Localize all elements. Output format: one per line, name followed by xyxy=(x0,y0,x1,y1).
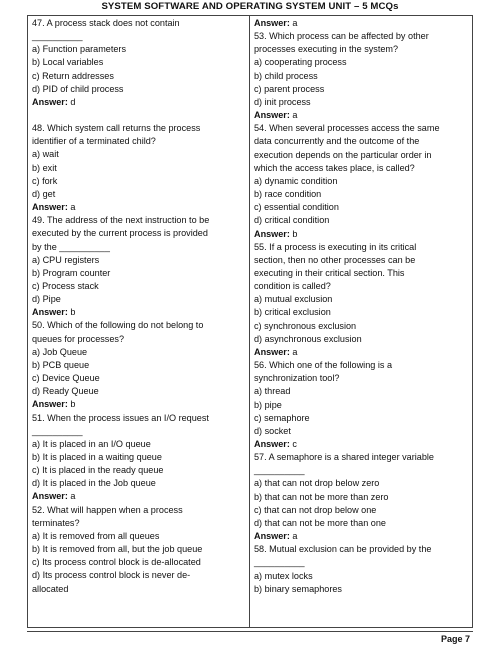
q55-option-a: a) mutual exclusion xyxy=(254,294,333,305)
mcq-table xyxy=(27,15,473,628)
footer-divider xyxy=(27,631,473,632)
q52-option-c: c) Its process control block is de-allocated xyxy=(32,557,201,568)
q57-option-d: d) that can not be more than one xyxy=(254,517,386,528)
q48-option-c: c) fork xyxy=(32,175,58,186)
answer-value: a xyxy=(289,18,298,28)
q50-option-a: a) Job Queue xyxy=(32,346,88,357)
answer-value: b xyxy=(67,399,76,410)
q58-option-a: a) mutex locks xyxy=(254,570,313,581)
q57-option-c: c) that can not drop below one xyxy=(254,504,377,515)
answer-value: a xyxy=(289,110,298,121)
q57-option-b: b) that can not be more than zero xyxy=(254,491,389,502)
question-51-blank: __________ xyxy=(32,425,83,436)
question-58: 58. Mutual exclusion can be provided by the xyxy=(254,544,432,555)
question-48-line2: identifier of a terminated child? xyxy=(32,136,156,147)
q54-option-a: a) dynamic condition xyxy=(254,175,338,186)
q53-option-b: b) child process xyxy=(254,70,318,81)
answer-label: Answer: xyxy=(254,531,290,542)
q47-answer xyxy=(32,96,245,109)
q56-option-b: b) pipe xyxy=(254,399,282,410)
q52-option-b: b) It is removed from all, but the job queue xyxy=(32,544,203,555)
answer-label: Answer: xyxy=(254,228,290,239)
question-54-line1: 54. When several processes access the same xyxy=(254,123,440,134)
question-52-line2: terminates? xyxy=(32,517,80,528)
page-number: Page 7 xyxy=(440,634,470,644)
question-56-line2: synchronization tool? xyxy=(254,373,340,384)
q56-answer xyxy=(254,438,468,451)
q56-option-a: a) thread xyxy=(254,386,291,397)
answer-value: a xyxy=(67,491,76,502)
q51-option-b: b) It is placed in a waiting queue xyxy=(32,452,162,462)
q48-option-a: a) wait xyxy=(32,149,59,160)
q51-answer xyxy=(32,490,245,503)
question-52-line1: 52. What will happen when a process xyxy=(32,504,183,515)
answer-value: b xyxy=(67,307,76,318)
q47-option-d: d) PID of child process xyxy=(32,83,124,94)
question-56-line1: 56. Which one of the following is a xyxy=(254,360,393,371)
answer-label: Answer: xyxy=(32,399,68,410)
question-49-line2: executed by the current process is provided xyxy=(32,228,208,239)
question-55-line2: section, then no other processes can be xyxy=(254,254,416,265)
q56-option-c: c) semaphore xyxy=(254,412,310,423)
q55-answer xyxy=(254,346,468,359)
question-55-line1: 55. If a process is executing in its critical xyxy=(254,241,417,252)
question-54-line4: which the access takes place, is called? xyxy=(254,162,415,173)
question-57: 57. A semaphore is a shared integer variable xyxy=(254,452,434,463)
answer-value: d xyxy=(67,96,76,107)
question-55-line3: executing in their critical section. This xyxy=(254,267,405,278)
q49-option-c: c) Process stack xyxy=(32,280,99,291)
question-54-line3: execution depends on the particular order in xyxy=(254,149,432,160)
question-57-blank: __________ xyxy=(254,465,305,476)
q48-answer xyxy=(32,201,245,214)
question-49-line3: by the __________ xyxy=(32,241,110,252)
right-column xyxy=(250,16,472,627)
question-48-line1: 48. Which system call returns the process xyxy=(32,123,201,134)
question-47-blank: __________ xyxy=(32,31,83,42)
q51-option-c: c) It is placed in the ready queue xyxy=(32,465,164,476)
q51-option-d: d) It is placed in the Job queue xyxy=(32,478,156,489)
left-column xyxy=(28,16,250,627)
q49-answer xyxy=(32,306,245,319)
answer-label: Answer: xyxy=(32,96,68,107)
answer-label: Answer: xyxy=(32,202,68,213)
answer-label: Answer: xyxy=(254,346,290,357)
question-55-line4: condition is called? xyxy=(254,281,331,292)
q50-option-b: b) PCB queue xyxy=(32,359,90,370)
q54-answer xyxy=(254,228,468,241)
q57-option-a: a) that can not drop below zero xyxy=(254,478,380,489)
q55-option-c: c) synchronous exclusion xyxy=(254,320,357,331)
q50-option-c: c) Device Queue xyxy=(32,373,100,384)
question-51: 51. When the process issues an I/O request xyxy=(32,412,209,423)
q52-option-d-line2: allocated xyxy=(32,583,69,594)
q55-option-d: d) asynchronous exclusion xyxy=(254,333,362,344)
question-58-blank: __________ xyxy=(254,557,305,568)
question-53-line1: 53. Which process can be affected by other xyxy=(254,31,429,42)
answer-label: Answer: xyxy=(254,110,290,121)
answer-label: Answer: xyxy=(254,18,290,28)
q47-option-a: a) Function parameters xyxy=(32,44,127,55)
answer-label: Answer: xyxy=(32,307,68,318)
q57-answer xyxy=(254,530,468,543)
q47-option-b: b) Local variables xyxy=(32,57,104,68)
q53-option-d: d) init process xyxy=(254,96,311,107)
q53-answer xyxy=(254,109,468,122)
q48-option-b: b) exit xyxy=(32,162,57,173)
q50-option-d: d) Ready Queue xyxy=(32,386,99,397)
q51-option-a: a) It is placed in an I/O queue xyxy=(32,438,151,449)
q54-option-d: d) critical condition xyxy=(254,215,330,226)
question-50-line2: queues for processes? xyxy=(32,333,125,344)
q54-option-c: c) essential condition xyxy=(254,202,339,213)
answer-value: a xyxy=(289,531,298,542)
q49-option-d: d) Pipe xyxy=(32,294,61,305)
question-47: 47. A process stack does not contain xyxy=(32,18,180,28)
q52-answer xyxy=(254,17,468,30)
q53-option-c: c) parent process xyxy=(254,83,325,94)
q55-option-b: b) critical exclusion xyxy=(254,307,331,318)
q53-option-a: a) cooperating process xyxy=(254,57,347,68)
question-53-line2: processes executing in the system? xyxy=(254,44,399,55)
answer-value: a xyxy=(67,202,76,213)
q49-option-a: a) CPU registers xyxy=(32,254,100,265)
q54-option-b: b) race condition xyxy=(254,189,322,200)
page-title: SYSTEM SOFTWARE AND OPERATING SYSTEM UNIT – 5 MCQs xyxy=(101,1,399,12)
q47-option-c: c) Return addresses xyxy=(32,70,114,81)
answer-value: b xyxy=(289,228,298,239)
answer-label: Answer: xyxy=(32,491,68,502)
answer-label: Answer: xyxy=(254,439,290,449)
q50-answer xyxy=(32,398,245,411)
answer-value: c xyxy=(289,439,297,449)
q48-option-d: d) get xyxy=(32,188,56,199)
q52-option-d-line1: d) Its process control block is never de- xyxy=(32,570,191,581)
answer-value: a xyxy=(289,346,298,357)
q52-option-a: a) It is removed from all queues xyxy=(32,530,160,541)
q56-option-d: d) socket xyxy=(254,425,291,436)
question-50-line1: 50. Which of the following do not belong to xyxy=(32,320,204,331)
q58-option-b: b) binary semaphores xyxy=(254,583,342,594)
question-49-line1: 49. The address of the next instruction to be xyxy=(32,215,210,226)
question-54-line2: data concurrently and the outcome of the xyxy=(254,136,420,147)
q49-option-b: b) Program counter xyxy=(32,267,111,278)
